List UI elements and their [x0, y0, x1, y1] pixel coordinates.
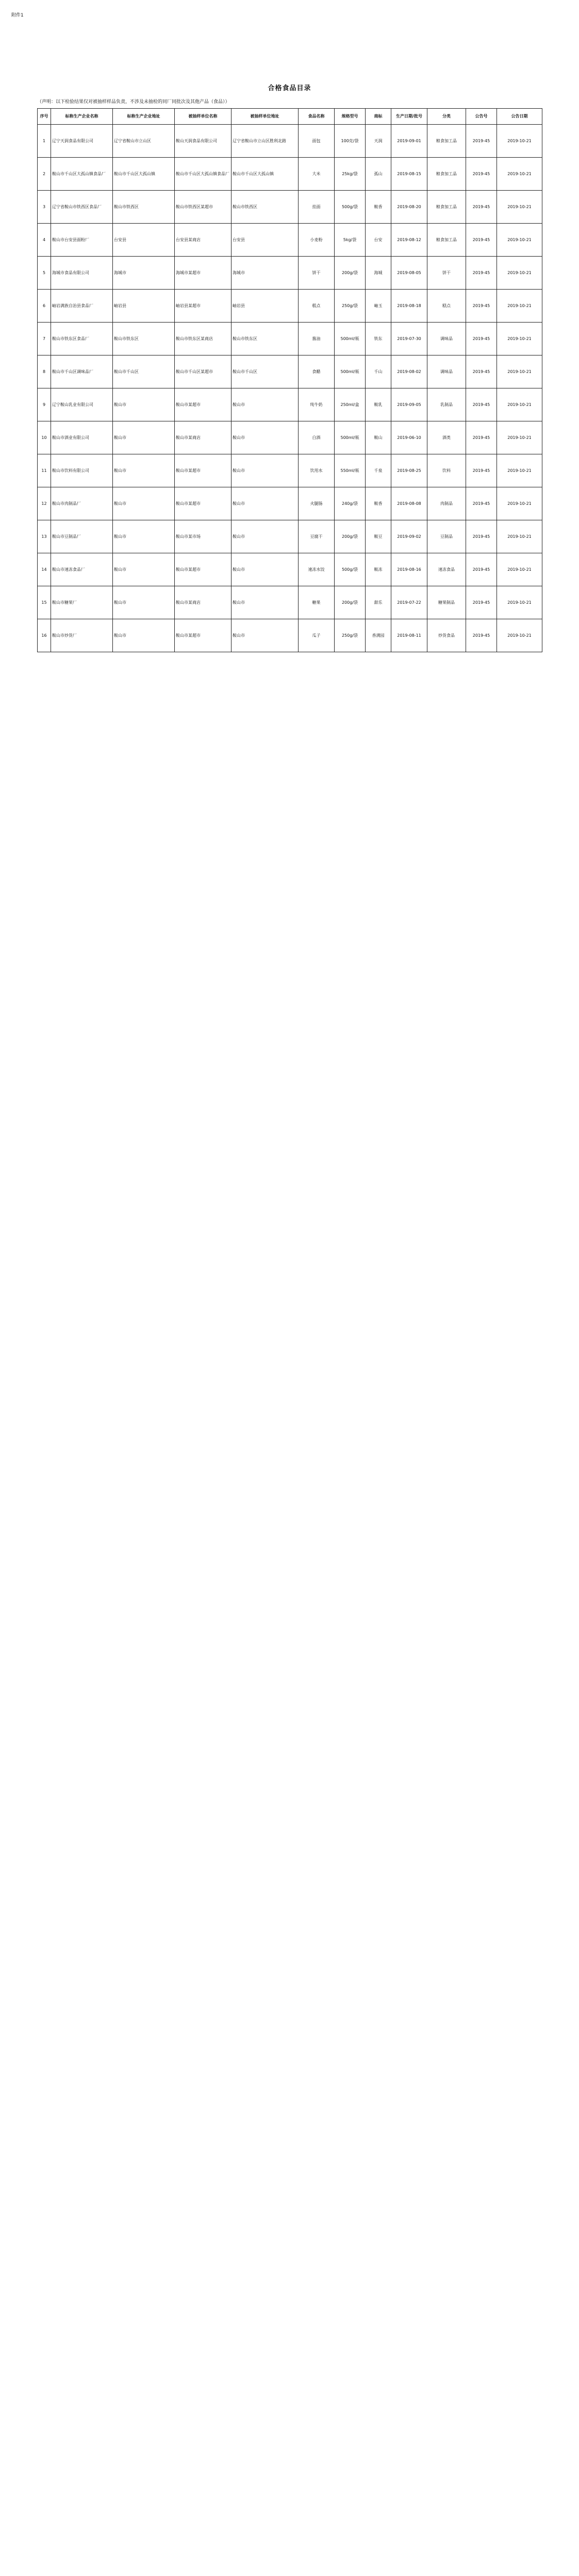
table-cell: 2019-10-21 [497, 388, 542, 421]
table-cell: 酱油 [299, 323, 335, 355]
table-cell: 台安县 [231, 224, 299, 257]
table-cell: 粮食加工品 [427, 191, 466, 224]
table-cell: 2019-10-21 [497, 158, 542, 191]
table-cell: 天润 [366, 125, 391, 158]
table-cell: 食醋 [299, 355, 335, 388]
table-cell: 550ml/瓶 [335, 454, 366, 487]
table-cell: 鞍山市豆制品厂 [51, 520, 113, 553]
table-cell: 2019-10-21 [497, 323, 542, 355]
table-cell: 2019-45 [466, 257, 497, 290]
table-cell: 16 [38, 619, 51, 652]
table-cell: 鞍山市 [113, 586, 175, 619]
table-cell: 辽宁鞍山乳业有限公司 [51, 388, 113, 421]
table-cell: 挂面 [299, 191, 335, 224]
table-cell: 铁东 [366, 323, 391, 355]
table-cell: 2019-45 [466, 323, 497, 355]
table-cell: 500g/袋 [335, 191, 366, 224]
table-row [38, 619, 542, 652]
table-cell: 200g/袋 [335, 257, 366, 290]
table-cell: 2019-45 [466, 355, 497, 388]
table-cell: 饼干 [299, 257, 335, 290]
table-cell: 11 [38, 454, 51, 487]
table-row [38, 421, 542, 454]
table-cell: 2019-10-21 [497, 553, 542, 586]
table-cell: 鞍山市 [231, 388, 299, 421]
table-cell: 鞍山市速冻食品厂 [51, 553, 113, 586]
table-cell: 白酒 [299, 421, 335, 454]
table-row [38, 388, 542, 421]
table-cell: 鞍豆 [366, 520, 391, 553]
document-subtitle: （声明：以下检验结果仅对被抽样样品负责，不涉及未抽检的同厂同批次及其他产品（食品）） [37, 99, 230, 105]
table-cell: 鞍山市酒业有限公司 [51, 421, 113, 454]
column-header: 被抽样单位名称 [175, 109, 231, 125]
table-row [38, 553, 542, 586]
table-cell: 鞍山市 [113, 553, 175, 586]
table-cell: 2019-08-12 [391, 224, 427, 257]
table-cell: 鞍山市饮料有限公司 [51, 454, 113, 487]
table-cell: 海城市食品有限公司 [51, 257, 113, 290]
table-cell: 2019-45 [466, 520, 497, 553]
table-cell: 鞍山市糖果厂 [51, 586, 113, 619]
table-cell: 饼干 [427, 257, 466, 290]
table-cell: 13 [38, 520, 51, 553]
table-cell: 2019-10-21 [497, 257, 542, 290]
table-cell: 100克/袋 [335, 125, 366, 158]
table-cell: 海城市 [231, 257, 299, 290]
table-cell: 240g/袋 [335, 487, 366, 520]
table-cell: 糕点 [299, 290, 335, 323]
table-row [38, 454, 542, 487]
table-cell: 鞍山市铁东区 [231, 323, 299, 355]
table-row [38, 355, 542, 388]
table-cell: 岫玉 [366, 290, 391, 323]
table-cell: 鞍山市千山区大孤山镇食品厂 [175, 158, 231, 191]
table-cell: 3 [38, 191, 51, 224]
table-cell: 鞍山市炒货厂 [51, 619, 113, 652]
table-cell: 2019-10-21 [497, 125, 542, 158]
table-cell: 鞍山市某市场 [175, 520, 231, 553]
table-cell: 海城市某超市 [175, 257, 231, 290]
table-cell: 台安县 [113, 224, 175, 257]
table-cell: 4 [38, 224, 51, 257]
table-cell: 鞍山市千山区 [231, 355, 299, 388]
table-cell: 速冻食品 [427, 553, 466, 586]
table-cell: 瓜子 [299, 619, 335, 652]
table-cell: 鞍山市铁西区 [231, 191, 299, 224]
table-cell: 鞍山市肉制品厂 [51, 487, 113, 520]
table-cell: 2019-07-30 [391, 323, 427, 355]
table-row [38, 224, 542, 257]
table-cell: 2019-09-05 [391, 388, 427, 421]
table-cell: 鞍山市 [231, 586, 299, 619]
table-cell: 200g/袋 [335, 520, 366, 553]
table-cell: 2019-45 [466, 487, 497, 520]
table-cell: 粮食加工品 [427, 224, 466, 257]
table-cell: 千山 [366, 355, 391, 388]
table-cell: 岫岩县 [231, 290, 299, 323]
table-cell: 糖果 [299, 586, 335, 619]
table-cell: 火腿肠 [299, 487, 335, 520]
table-cell: 饮料 [427, 454, 466, 487]
table-cell: 2019-10-21 [497, 454, 542, 487]
table-cell: 10 [38, 421, 51, 454]
table-cell: 2019-45 [466, 191, 497, 224]
column-header: 分类 [427, 109, 466, 125]
table-cell: 鞍山市铁西区某超市 [175, 191, 231, 224]
table-cell: 2019-10-21 [497, 520, 542, 553]
qualified-food-table [37, 108, 542, 652]
table-cell: 25kg/袋 [335, 158, 366, 191]
table-cell: 面包 [299, 125, 335, 158]
table-cell: 速冻水饺 [299, 553, 335, 586]
table-cell: 2019-45 [466, 224, 497, 257]
table-cell: 调味品 [427, 323, 466, 355]
table-cell: 2 [38, 158, 51, 191]
table-cell: 2019-10-21 [497, 290, 542, 323]
table-cell: 鞍山市某超市 [175, 388, 231, 421]
table-cell: 鞍山市铁东区食品厂 [51, 323, 113, 355]
table-cell: 2019-09-01 [391, 125, 427, 158]
table-cell: 2019-07-22 [391, 586, 427, 619]
table-cell: 鞍山市某超市 [175, 487, 231, 520]
table-cell: 小麦粉 [299, 224, 335, 257]
table-cell: 2019-45 [466, 290, 497, 323]
table-cell: 海城 [366, 257, 391, 290]
table-cell: 鞍山市铁东区 [113, 323, 175, 355]
table-cell: 鞍冻 [366, 553, 391, 586]
table-cell: 200g/袋 [335, 586, 366, 619]
table-cell: 2019-10-21 [497, 355, 542, 388]
table-cell: 辽宁省鞍山市铁西区食品厂 [51, 191, 113, 224]
table-row [38, 125, 542, 158]
table-cell: 鞍山市千山区大孤山镇 [231, 158, 299, 191]
table-cell: 饮用水 [299, 454, 335, 487]
table-cell: 2019-45 [466, 388, 497, 421]
table-cell: 鞍山市台安县面粉厂 [51, 224, 113, 257]
table-cell: 糖果制品 [427, 586, 466, 619]
table-cell: 豆腐干 [299, 520, 335, 553]
table-cell: 海城市 [113, 257, 175, 290]
table-cell: 炒货食品 [427, 619, 466, 652]
table-cell: 2019-08-08 [391, 487, 427, 520]
table-cell: 鞍山市铁东区某商店 [175, 323, 231, 355]
table-cell: 9 [38, 388, 51, 421]
table-cell: 2019-10-21 [497, 586, 542, 619]
table-cell: 2019-08-15 [391, 158, 427, 191]
table-cell: 鞍山市 [231, 454, 299, 487]
table-cell: 粮食加工品 [427, 158, 466, 191]
table-cell: 250ml/盒 [335, 388, 366, 421]
table-cell: 500g/袋 [335, 553, 366, 586]
table-cell: 7 [38, 323, 51, 355]
document-title: 合格食品目录 [268, 84, 311, 92]
table-cell: 12 [38, 487, 51, 520]
table-cell: 2019-08-25 [391, 454, 427, 487]
table-cell: 鞍山市 [231, 553, 299, 586]
table-cell: 鞍山天润食品有限公司 [175, 125, 231, 158]
table-cell: 岫岩满族自治县食品厂 [51, 290, 113, 323]
table-cell: 2019-45 [466, 619, 497, 652]
table-cell: 1 [38, 125, 51, 158]
table-cell: 2019-08-02 [391, 355, 427, 388]
table-cell: 2019-08-20 [391, 191, 427, 224]
table-cell: 鞍山市某超市 [175, 553, 231, 586]
table-row [38, 323, 542, 355]
table-cell: 台安 [366, 224, 391, 257]
table-row [38, 290, 542, 323]
table-cell: 6 [38, 290, 51, 323]
table-cell: 千泉 [366, 454, 391, 487]
table-cell: 酒类 [427, 421, 466, 454]
table-cell: 鞍山市 [113, 454, 175, 487]
table-cell: 台安县某商店 [175, 224, 231, 257]
table-cell: 鞍山市 [231, 487, 299, 520]
column-header: 商标 [366, 109, 391, 125]
table-cell: 2019-45 [466, 158, 497, 191]
column-header: 标称生产企业名称 [51, 109, 113, 125]
table-row [38, 520, 542, 553]
table-row [38, 191, 542, 224]
table-cell: 大米 [299, 158, 335, 191]
table-cell: 糕点 [427, 290, 466, 323]
table-cell: 鞍香 [366, 487, 391, 520]
column-header: 公告号 [466, 109, 497, 125]
table-cell: 250g/袋 [335, 290, 366, 323]
table-cell: 岫岩县 [113, 290, 175, 323]
table-cell: 250g/袋 [335, 619, 366, 652]
table-cell: 鞍山市千山区调味品厂 [51, 355, 113, 388]
table-cell: 2019-45 [466, 125, 497, 158]
table-row [38, 257, 542, 290]
table-cell: 2019-10-21 [497, 619, 542, 652]
table-cell: 14 [38, 553, 51, 586]
table-cell: 15 [38, 586, 51, 619]
column-header: 食品名称 [299, 109, 335, 125]
table-cell: 鞍山市某超市 [175, 619, 231, 652]
column-header: 被抽样单位地址 [231, 109, 299, 125]
table-row [38, 487, 542, 520]
table-cell: 鞍山市铁西区 [113, 191, 175, 224]
table-cell: 2019-08-16 [391, 553, 427, 586]
table-cell: 2019-08-11 [391, 619, 427, 652]
table-cell: 辽宁省鞍山市立山区胜利北路 [231, 125, 299, 158]
table-cell: 2019-45 [466, 454, 497, 487]
table-cell: 鞍山市千山区 [113, 355, 175, 388]
table-cell: 鞍山市 [113, 520, 175, 553]
table-cell: 鞍山 [366, 421, 391, 454]
table-cell: 鞍山市千山区某超市 [175, 355, 231, 388]
table-cell: 2019-09-02 [391, 520, 427, 553]
table-cell: 2019-08-05 [391, 257, 427, 290]
attachment-label: 附件1 [11, 13, 24, 18]
table-cell: 鞍山市某商店 [175, 421, 231, 454]
table-cell: 2019-06-10 [391, 421, 427, 454]
table-cell: 鞍香 [366, 191, 391, 224]
table-cell: 调味品 [427, 355, 466, 388]
table-cell: 2019-45 [466, 586, 497, 619]
table-cell: 鞍山市某商店 [175, 586, 231, 619]
table-cell: 2019-45 [466, 421, 497, 454]
column-header: 生产日期/批号 [391, 109, 427, 125]
table-cell: 乳制品 [427, 388, 466, 421]
table-cell: 甜乐 [366, 586, 391, 619]
table-cell: 鞍山市 [231, 520, 299, 553]
table-cell: 5kg/袋 [335, 224, 366, 257]
table-cell: 豆制品 [427, 520, 466, 553]
table-cell: 鞍山市千山区大孤山镇 [113, 158, 175, 191]
table-cell: 香满园 [366, 619, 391, 652]
table-cell: 鞍山市 [231, 421, 299, 454]
table-cell: 辽宁省鞍山市立山区 [113, 125, 175, 158]
table-cell: 2019-10-21 [497, 224, 542, 257]
table-cell: 500ml/瓶 [335, 323, 366, 355]
table-cell: 500ml/瓶 [335, 355, 366, 388]
table-cell: 纯牛奶 [299, 388, 335, 421]
table-cell: 2019-10-21 [497, 487, 542, 520]
table-cell: 2019-08-18 [391, 290, 427, 323]
column-header: 标称生产企业地址 [113, 109, 175, 125]
table-cell: 鞍乳 [366, 388, 391, 421]
table-cell: 肉制品 [427, 487, 466, 520]
table-cell: 鞍山市 [113, 619, 175, 652]
table-cell: 8 [38, 355, 51, 388]
table-cell: 鞍山市某超市 [175, 454, 231, 487]
table-cell: 鞍山市千山区大孤山镇食品厂 [51, 158, 113, 191]
table-cell: 500ml/瓶 [335, 421, 366, 454]
table-cell: 粮食加工品 [427, 125, 466, 158]
table-cell: 鞍山市 [113, 487, 175, 520]
column-header: 规格型号 [335, 109, 366, 125]
table-cell: 2019-10-21 [497, 421, 542, 454]
table-cell: 2019-10-21 [497, 191, 542, 224]
table-row [38, 586, 542, 619]
table-cell: 辽宁天润食品有限公司 [51, 125, 113, 158]
table-cell: 2019-45 [466, 553, 497, 586]
table-cell: 5 [38, 257, 51, 290]
table-row [38, 158, 542, 191]
table-cell: 鞍山市 [113, 388, 175, 421]
column-header: 公告日期 [497, 109, 542, 125]
column-header: 序号 [38, 109, 51, 125]
table-cell: 鞍山市 [231, 619, 299, 652]
table-cell: 孤山 [366, 158, 391, 191]
table-page-1 [37, 108, 542, 680]
table-header-row [38, 109, 542, 125]
table-cell: 岫岩县某超市 [175, 290, 231, 323]
table-cell: 鞍山市 [113, 421, 175, 454]
